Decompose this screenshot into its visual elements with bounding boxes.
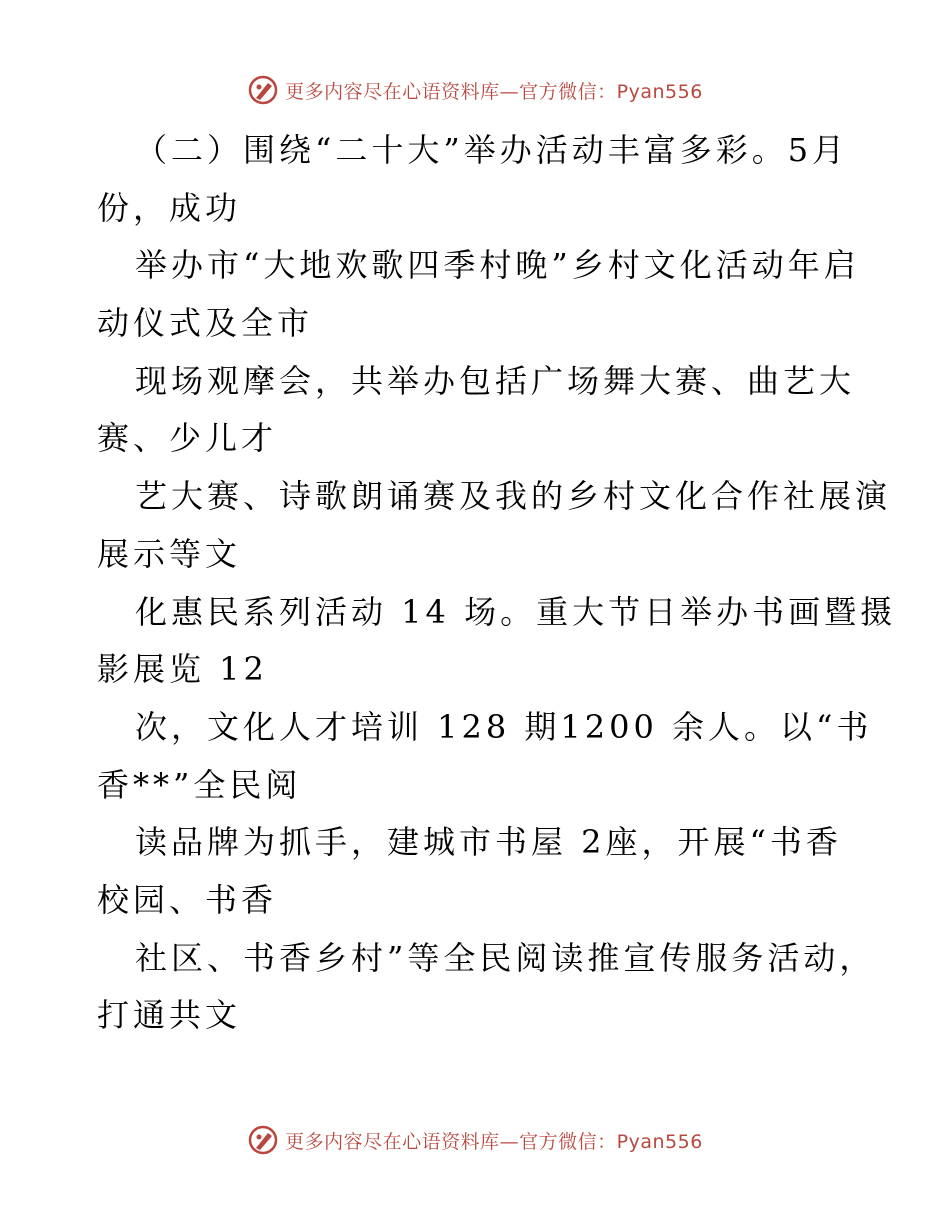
paragraph-line: 次，文化人才培训 128 期1200 余人。以“书 xyxy=(135,707,873,746)
header-watermark xyxy=(0,68,950,112)
paragraph-line: 打通共文 xyxy=(97,996,242,1035)
wechat-id: Pyan556 xyxy=(616,1130,703,1153)
paragraph-line: 社区、书香乡村”等全民阅读推宣传服务活动， xyxy=(135,938,876,977)
watermark-text: 更多内容尽在心语资料库—官方微信：Pyan556 xyxy=(285,80,703,103)
pen-logo-icon xyxy=(247,1124,279,1156)
paragraph-line: 现场观摩会，共举办包括广场舞大赛、曲艺大 xyxy=(135,361,856,400)
paragraph-line: 读品牌为抓手，建城市书屋 2座，开展“书香 xyxy=(135,823,842,862)
footer-watermark xyxy=(0,1118,950,1162)
paragraph-line: 香**”全民阅 xyxy=(97,765,302,804)
paragraph-line: 校园、书香 xyxy=(97,880,278,919)
paragraph-line: 艺大赛、诗歌朗诵赛及我的乡村文化合作社展演 xyxy=(135,477,892,516)
paragraph-line: 影展览 12 xyxy=(97,650,268,689)
paragraph-line: 份，成功 xyxy=(97,188,242,227)
document-body xyxy=(97,122,897,1045)
wechat-id: Pyan556 xyxy=(616,80,703,103)
paragraph-line: 赛、少儿才 xyxy=(97,419,278,458)
paragraph-line: 动仪式及全市 xyxy=(97,304,314,343)
pen-logo-icon xyxy=(247,74,279,106)
watermark-text: 更多内容尽在心语资料库—官方微信：Pyan556 xyxy=(285,1130,703,1153)
paragraph-line: 举办市“大地欢歌四季村晚”乡村文化活动年启 xyxy=(135,246,860,285)
paragraph-line: 化惠民系列活动 14 场。重大节日举办书画暨摄 xyxy=(135,592,897,631)
paragraph-line: （二）围绕“二十大”举办活动丰富多彩。5月 xyxy=(135,131,849,169)
paragraph-line: 展示等文 xyxy=(97,534,242,573)
